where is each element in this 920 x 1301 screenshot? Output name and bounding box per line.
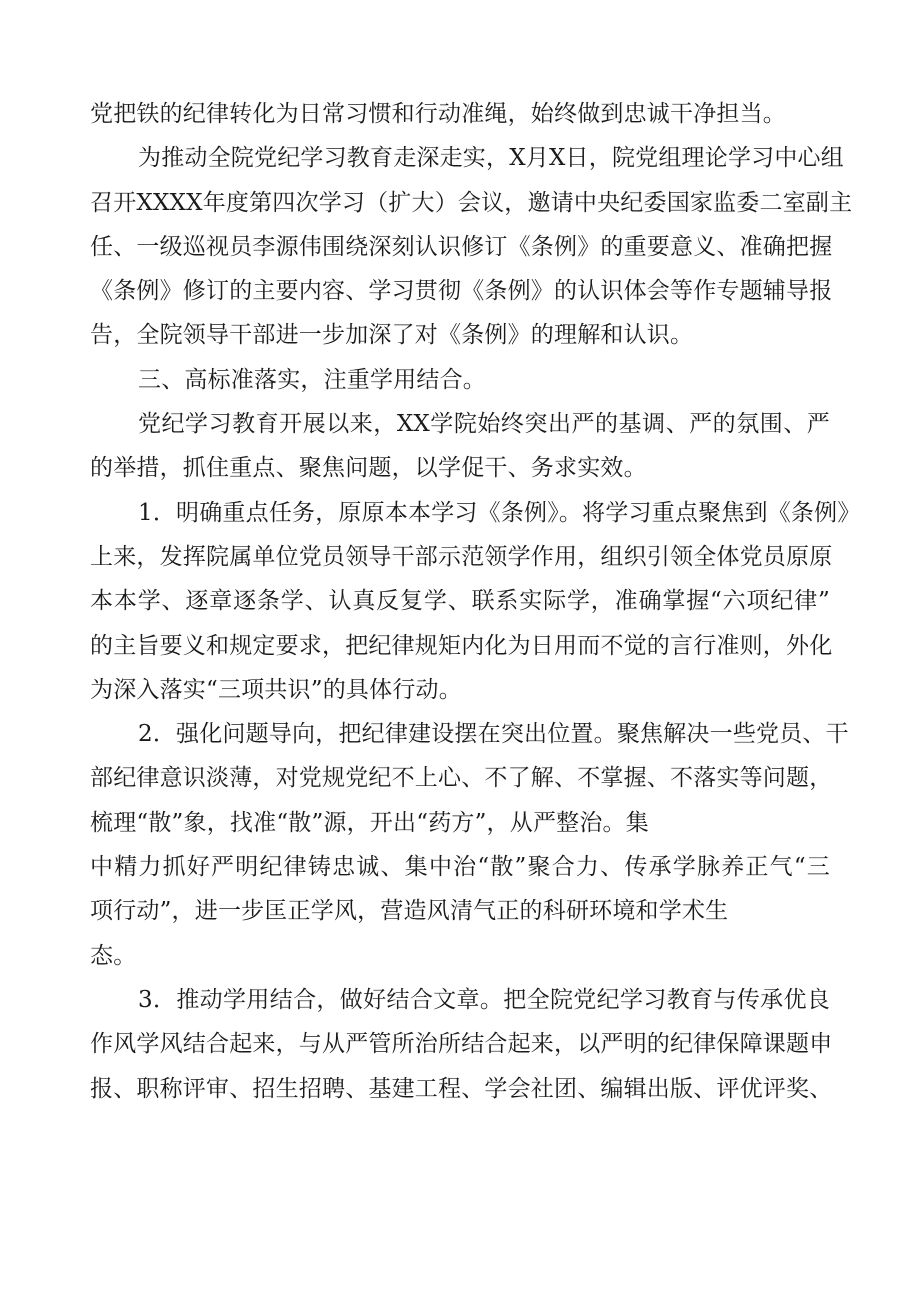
text-line: 任、一级巡视员李源伟围绕深刻认识修订《条例》的重要意义、准确把握 xyxy=(90,233,833,260)
text-line: 2．强化问题导向，把纪律建设摆在突出位置。聚焦解决一些党员、干 xyxy=(138,721,849,748)
text-line: 梳理“散”象，找准“散”源，开出“药方”，从严整治。集 xyxy=(90,809,649,836)
text-line: 的举措，抓住重点、聚焦问题，以学促干、务求实效。 xyxy=(90,455,647,482)
text-line: 项行动”，进一步匡正学风，营造风清气正的科研环境和学术生 xyxy=(90,898,729,925)
text-line: 报、职称评审、招生招聘、基建工程、学会社团、编辑出版、评优评奖、 xyxy=(90,1075,833,1102)
text-line: 党把铁的纪律转化为日常习惯和行动准绳，始终做到忠诚干净担当。 xyxy=(90,101,786,127)
text-line: 态。 xyxy=(90,942,137,969)
text-line: 本本学、逐章逐条学、认真反复学、联系实际学，准确掌握“六项纪律” xyxy=(90,588,830,615)
text-line: 为推动全院党纪学习教育走深走实，X月X日，院党组理论学习中心组 xyxy=(138,145,844,172)
section-heading: 三、高标准落实，注重学用结合。 xyxy=(138,366,486,393)
text-line: 的主旨要义和规定要求，把纪律规矩内化为日用而不觉的言行准则，外化 xyxy=(90,632,833,659)
text-line: 部纪律意识淡薄，对党规党纪不上心、不了解、不掌握、不落实等问题， xyxy=(90,765,833,792)
text-line: 《条例》修订的主要内容、学习贯彻《条例》的认识体会等作专题辅导报 xyxy=(90,278,833,305)
text-line: 3．推动学用结合，做好结合文章。把全院党纪学习教育与传承优良 xyxy=(138,986,830,1013)
text-line: 1．明确重点任务，原原本本学习《条例》。将学习重点聚焦到《条例》 xyxy=(138,499,861,526)
text-line: 召开XXXX年度第四次学习（扩大）会议，邀请中央纪委国家监委二室副主 xyxy=(90,189,853,216)
text-line: 上来，发挥院属单位党员领导干部示范领学作用，组织引领全体党员原原 xyxy=(90,543,833,570)
text-line: 作风学风结合起来，与从严管所治所结合起来，以严明的纪律保障课题申 xyxy=(90,1031,833,1058)
text-line: 为深入落实“三项共识”的具体行动。 xyxy=(90,676,462,703)
document-body xyxy=(90,92,861,1111)
text-line: 中精力抓好严明纪律铸忠诚、集中治“散”聚合力、传承学脉养正气“三 xyxy=(90,854,830,881)
text-line: 告，全院领导干部进一步加深了对《条例》的理解和认识。 xyxy=(90,322,694,349)
text-line: 党纪学习教育开展以来，XX学院始终突出严的基调、严的氛围、严 xyxy=(138,411,830,438)
